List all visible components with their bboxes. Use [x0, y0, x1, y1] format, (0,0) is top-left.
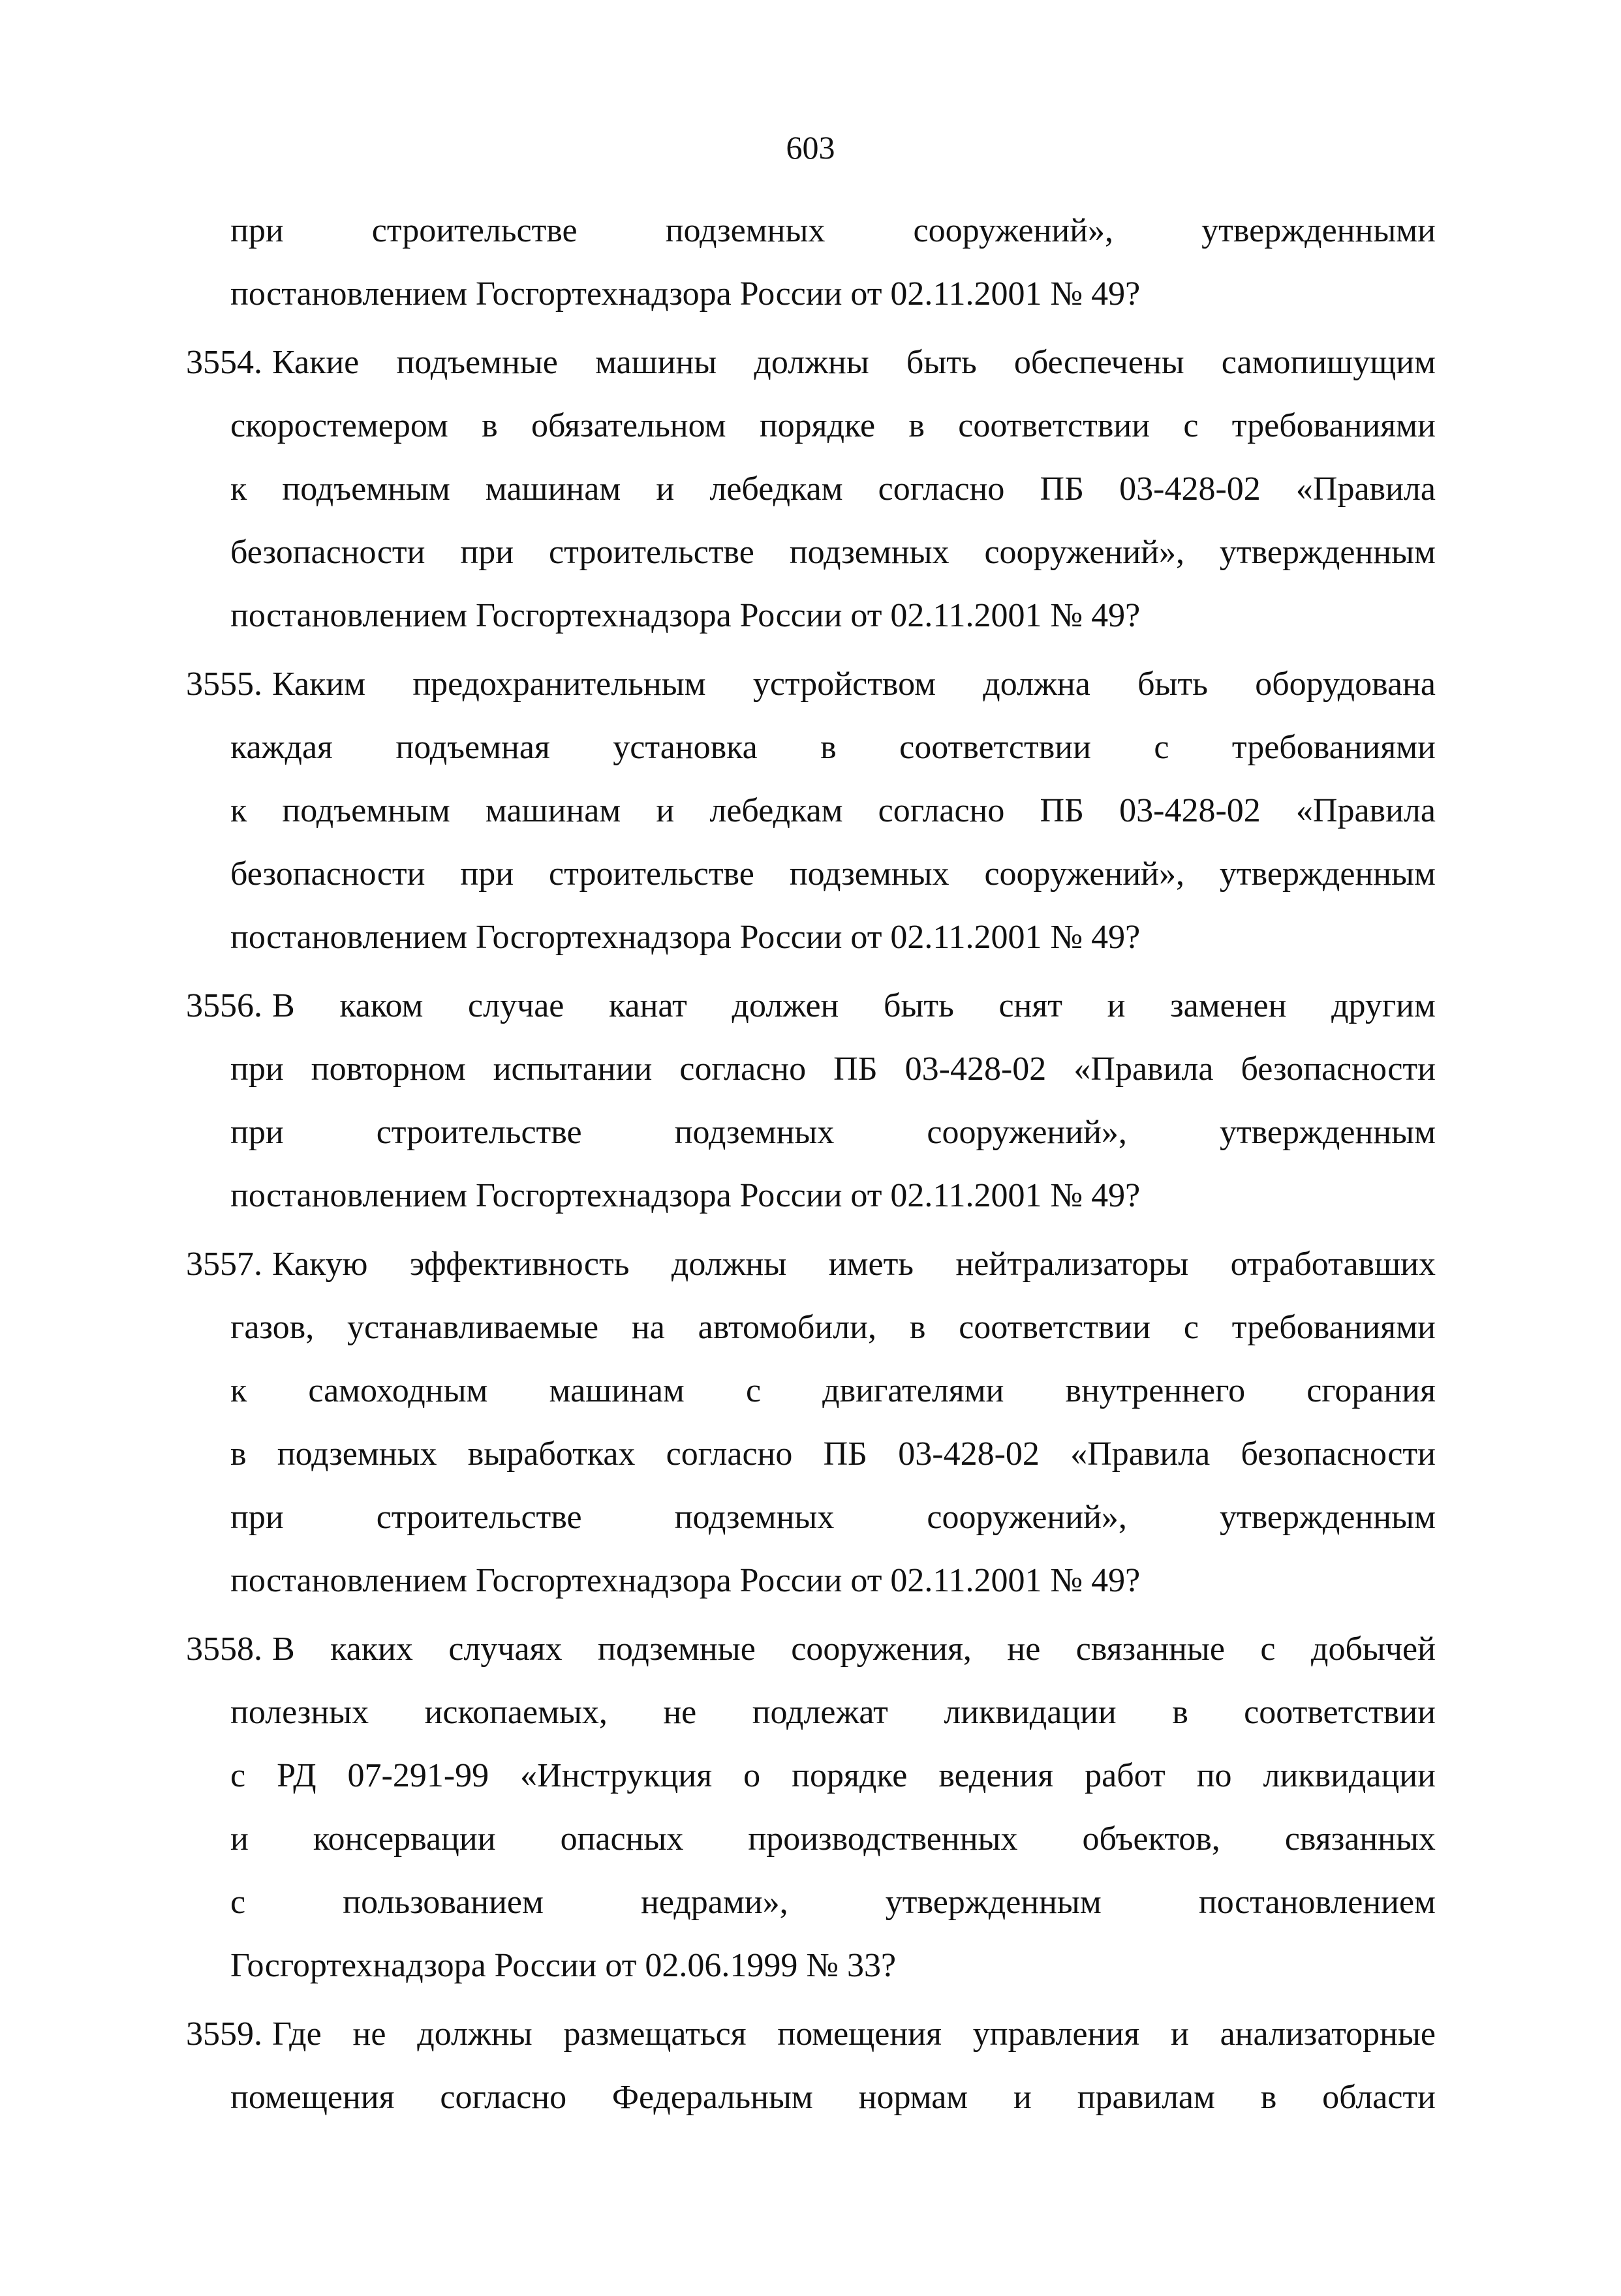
- word: соответствии: [899, 729, 1091, 766]
- text-line: [230, 1101, 1436, 1164]
- question-number: 3557.: [186, 1246, 262, 1283]
- word: размещаться: [563, 2015, 747, 2053]
- word: утвержденным: [1219, 1499, 1436, 1536]
- word: 03-428-02: [904, 1050, 1047, 1088]
- word: на: [631, 1309, 665, 1346]
- text-line: Госгортехнадзора России от 02.06.1999 № 33?: [230, 1947, 897, 1984]
- word: двигателями: [822, 1372, 1004, 1409]
- word: при: [230, 1499, 284, 1536]
- word: в: [820, 729, 837, 766]
- word: устройством: [752, 666, 936, 703]
- word: правилам: [1077, 2079, 1215, 2116]
- word: машинам: [485, 470, 621, 508]
- text-line: [230, 1807, 1436, 1871]
- word: внутреннего: [1065, 1372, 1246, 1409]
- text-line: [230, 716, 1436, 779]
- question-number: 3554.: [186, 344, 262, 381]
- word: подземных: [665, 212, 826, 249]
- word: с: [1183, 407, 1199, 444]
- word: подземных: [674, 1114, 835, 1151]
- text-line: [230, 1681, 1436, 1744]
- word: обеспечены: [1013, 344, 1184, 381]
- word: при: [230, 1114, 284, 1151]
- word: к: [230, 470, 247, 508]
- word: не: [663, 1694, 697, 1731]
- word: в: [482, 407, 498, 444]
- word: ликвидации: [944, 1694, 1117, 1731]
- word: порядке: [759, 407, 876, 444]
- word: автомобили,: [698, 1309, 876, 1346]
- word: сооружения,: [791, 1630, 972, 1668]
- word: лебедкам: [709, 470, 843, 508]
- word: другим: [1331, 987, 1436, 1024]
- word: соответствии: [1244, 1694, 1436, 1731]
- text-line: [230, 1871, 1436, 1934]
- word: ПБ: [833, 1050, 878, 1088]
- word: области: [1322, 2079, 1436, 2116]
- word: требованиями: [1231, 729, 1436, 766]
- word: лебедкам: [709, 792, 843, 829]
- question-first-line: [186, 1232, 1436, 1296]
- word: должны: [671, 1246, 787, 1283]
- text-line: постановлением Госгортехнадзора России от 02.11.2001 № 49?: [230, 1177, 1141, 1214]
- word: должны: [754, 344, 869, 381]
- word: управления: [972, 2015, 1140, 2053]
- word: РД: [277, 1757, 316, 1794]
- word: утвержденным: [1219, 855, 1436, 893]
- word: сооружений»,: [984, 534, 1184, 571]
- word: с: [745, 1372, 762, 1409]
- word: «Правила: [1070, 1435, 1211, 1473]
- word: согласно: [679, 1050, 807, 1088]
- word: и: [1013, 2079, 1032, 2116]
- word: сооружений»,: [927, 1499, 1127, 1536]
- word: ПБ: [1040, 792, 1084, 829]
- word: иметь: [828, 1246, 914, 1283]
- word: в: [908, 407, 925, 444]
- word: ископаемых,: [424, 1694, 608, 1731]
- text-line: [230, 1422, 1436, 1486]
- text-line: [230, 457, 1436, 521]
- word: в: [230, 1435, 247, 1473]
- word: согласно: [666, 1435, 793, 1473]
- word: строительстве: [549, 855, 754, 893]
- word: строительстве: [371, 212, 578, 249]
- word: порядке: [792, 1757, 908, 1794]
- word: нормам: [858, 2079, 968, 2116]
- word: с: [1154, 729, 1169, 766]
- word: сооружений»,: [913, 212, 1114, 249]
- word: пользованием: [343, 1884, 544, 1921]
- word: предохранительным: [412, 666, 706, 703]
- word: оборудована: [1255, 666, 1436, 703]
- word: соответствии: [959, 1309, 1151, 1346]
- word: не: [1007, 1630, 1041, 1668]
- word: и: [1107, 987, 1126, 1024]
- page-number: 603: [786, 129, 835, 166]
- word: каком: [339, 987, 424, 1024]
- word: «Правила: [1295, 792, 1436, 829]
- word: недрами»,: [641, 1884, 788, 1921]
- word: эффективность: [409, 1246, 630, 1283]
- word: и: [656, 470, 675, 508]
- word: случаях: [448, 1630, 563, 1668]
- word: согласно: [440, 2079, 567, 2116]
- word: подъемным: [282, 470, 450, 508]
- word: повторном: [311, 1050, 466, 1088]
- word: самопишущим: [1221, 344, 1436, 381]
- word: безопасности: [1241, 1050, 1436, 1088]
- question-text: [272, 652, 1436, 716]
- word: подземных: [277, 1435, 437, 1473]
- question-text: [272, 974, 1436, 1037]
- word: и: [656, 792, 675, 829]
- word: безопасности: [230, 534, 425, 571]
- word: ПБ: [823, 1435, 868, 1473]
- word: «Правила: [1295, 470, 1436, 508]
- word: В: [272, 987, 295, 1024]
- word: требованиями: [1231, 1309, 1436, 1346]
- word: подземных: [674, 1499, 835, 1536]
- word: отработавших: [1230, 1246, 1436, 1283]
- word: утвержденным: [885, 1884, 1102, 1921]
- word: полезных: [230, 1694, 369, 1731]
- text-line: [230, 199, 1436, 262]
- word: должны: [417, 2015, 533, 2053]
- question-text: [272, 1232, 1436, 1296]
- word: ликвидации: [1263, 1757, 1436, 1794]
- question-first-line: [186, 1617, 1436, 1681]
- word: самоходным: [308, 1372, 488, 1409]
- word: строительстве: [376, 1114, 582, 1151]
- word: Какие: [272, 344, 360, 381]
- question-number: 3559.: [186, 2015, 262, 2053]
- word: случае: [468, 987, 564, 1024]
- word: канат: [609, 987, 687, 1024]
- word: согласно: [878, 470, 1005, 508]
- word: подлежат: [752, 1694, 888, 1731]
- word: газов,: [230, 1309, 315, 1346]
- word: о: [743, 1757, 761, 1794]
- word: к: [230, 792, 247, 829]
- word: соответствии: [958, 407, 1150, 444]
- word: каких: [330, 1630, 413, 1668]
- word: быть: [906, 344, 977, 381]
- word: в: [1260, 2079, 1277, 2116]
- word: Какую: [272, 1246, 368, 1283]
- word: снят: [998, 987, 1063, 1024]
- question-number: 3555.: [186, 666, 262, 703]
- word: подъемная: [395, 729, 550, 766]
- text-line: [230, 1486, 1436, 1549]
- question-first-line: [186, 652, 1436, 716]
- word: в: [1172, 1694, 1188, 1731]
- word: связанных: [1284, 1820, 1436, 1858]
- word: безопасности: [1241, 1435, 1436, 1473]
- text-line: [230, 1744, 1436, 1807]
- word: устанавливаемые: [347, 1309, 599, 1346]
- word: быть: [883, 987, 954, 1024]
- word: строительстве: [376, 1499, 582, 1536]
- word: утвержденными: [1201, 212, 1436, 249]
- word: выработках: [467, 1435, 636, 1473]
- word: заменен: [1170, 987, 1287, 1024]
- text-line: [230, 521, 1436, 584]
- word: с: [230, 1757, 246, 1794]
- word: не: [352, 2015, 386, 2053]
- question-text: [272, 2002, 1436, 2066]
- word: ведения: [938, 1757, 1054, 1794]
- word: постановлением: [1198, 1884, 1436, 1921]
- word: связанные: [1075, 1630, 1225, 1668]
- word: с: [1260, 1630, 1276, 1668]
- word: машинам: [485, 792, 621, 829]
- word: производственных: [748, 1820, 1018, 1858]
- word: и: [1170, 2015, 1189, 2053]
- text-line: [230, 1037, 1436, 1101]
- word: опасных: [560, 1820, 684, 1858]
- word: 03-428-02: [1119, 792, 1261, 829]
- word: работ: [1085, 1757, 1166, 1794]
- word: объектов,: [1082, 1820, 1220, 1858]
- word: с: [1183, 1309, 1199, 1346]
- word: Каким: [272, 666, 366, 703]
- question-text: [272, 331, 1436, 394]
- word: сооружений»,: [927, 1114, 1127, 1151]
- word: и: [230, 1820, 249, 1858]
- text-line: [230, 394, 1436, 457]
- word: помещения: [230, 2079, 395, 2116]
- word: каждая: [230, 729, 333, 766]
- word: подземных: [789, 855, 949, 893]
- word: обязательном: [531, 407, 726, 444]
- question-first-line: [186, 2002, 1436, 2066]
- word: должна: [983, 666, 1090, 703]
- word: анализаторные: [1220, 2015, 1436, 2053]
- word: 07-291-99: [347, 1757, 489, 1794]
- word: машины: [594, 344, 717, 381]
- question-first-line: [186, 974, 1436, 1037]
- word: подземных: [789, 534, 949, 571]
- question-text: [272, 1617, 1436, 1681]
- word: при: [230, 212, 284, 249]
- word: 03-428-02: [898, 1435, 1040, 1473]
- word: в: [909, 1309, 926, 1346]
- word: сооружений»,: [984, 855, 1184, 893]
- word: подъемные: [396, 344, 558, 381]
- word: ПБ: [1040, 470, 1084, 508]
- word: Где: [272, 2015, 322, 2053]
- word: к: [230, 1372, 247, 1409]
- text-line: [230, 842, 1436, 906]
- document-body: [186, 199, 1436, 2129]
- word: с: [230, 1884, 246, 1921]
- word: добычей: [1311, 1630, 1436, 1668]
- word: консервации: [313, 1820, 496, 1858]
- word: сгорания: [1306, 1372, 1436, 1409]
- word: согласно: [878, 792, 1005, 829]
- word: «Правила: [1073, 1050, 1214, 1088]
- word: установка: [613, 729, 758, 766]
- word: утвержденным: [1219, 534, 1436, 571]
- text-line: постановлением Госгортехнадзора России от 02.11.2001 № 49?: [230, 919, 1141, 956]
- word: скоростемером: [230, 407, 448, 444]
- word: В: [272, 1630, 295, 1668]
- text-line: [230, 779, 1436, 842]
- text-line: [230, 1359, 1436, 1422]
- word: при: [460, 534, 514, 571]
- word: быть: [1137, 666, 1208, 703]
- word: должен: [732, 987, 839, 1024]
- word: подъемным: [282, 792, 450, 829]
- word: при: [230, 1050, 284, 1088]
- question-number: 3556.: [186, 987, 262, 1024]
- word: 03-428-02: [1119, 470, 1261, 508]
- word: испытании: [493, 1050, 653, 1088]
- word: при: [460, 855, 514, 893]
- word: по: [1196, 1757, 1232, 1794]
- question-number: 3558.: [186, 1630, 262, 1668]
- word: строительстве: [549, 534, 754, 571]
- word: требованиями: [1231, 407, 1436, 444]
- text-line: [230, 1296, 1436, 1359]
- word: нейтрализаторы: [955, 1246, 1189, 1283]
- word: утвержденным: [1219, 1114, 1436, 1151]
- word: машинам: [549, 1372, 685, 1409]
- word: помещения: [777, 2015, 942, 2053]
- text-line: постановлением Госгортехнадзора России от 02.11.2001 № 49?: [230, 275, 1141, 313]
- text-line: постановлением Госгортехнадзора России от 02.11.2001 № 49?: [230, 1562, 1141, 1599]
- word: «Инструкция: [520, 1757, 713, 1794]
- text-line: [230, 2066, 1436, 2129]
- question-first-line: [186, 331, 1436, 394]
- word: безопасности: [230, 855, 425, 893]
- word: подземные: [597, 1630, 756, 1668]
- word: Федеральным: [611, 2079, 813, 2116]
- text-line: постановлением Госгортехнадзора России от 02.11.2001 № 49?: [230, 597, 1141, 634]
